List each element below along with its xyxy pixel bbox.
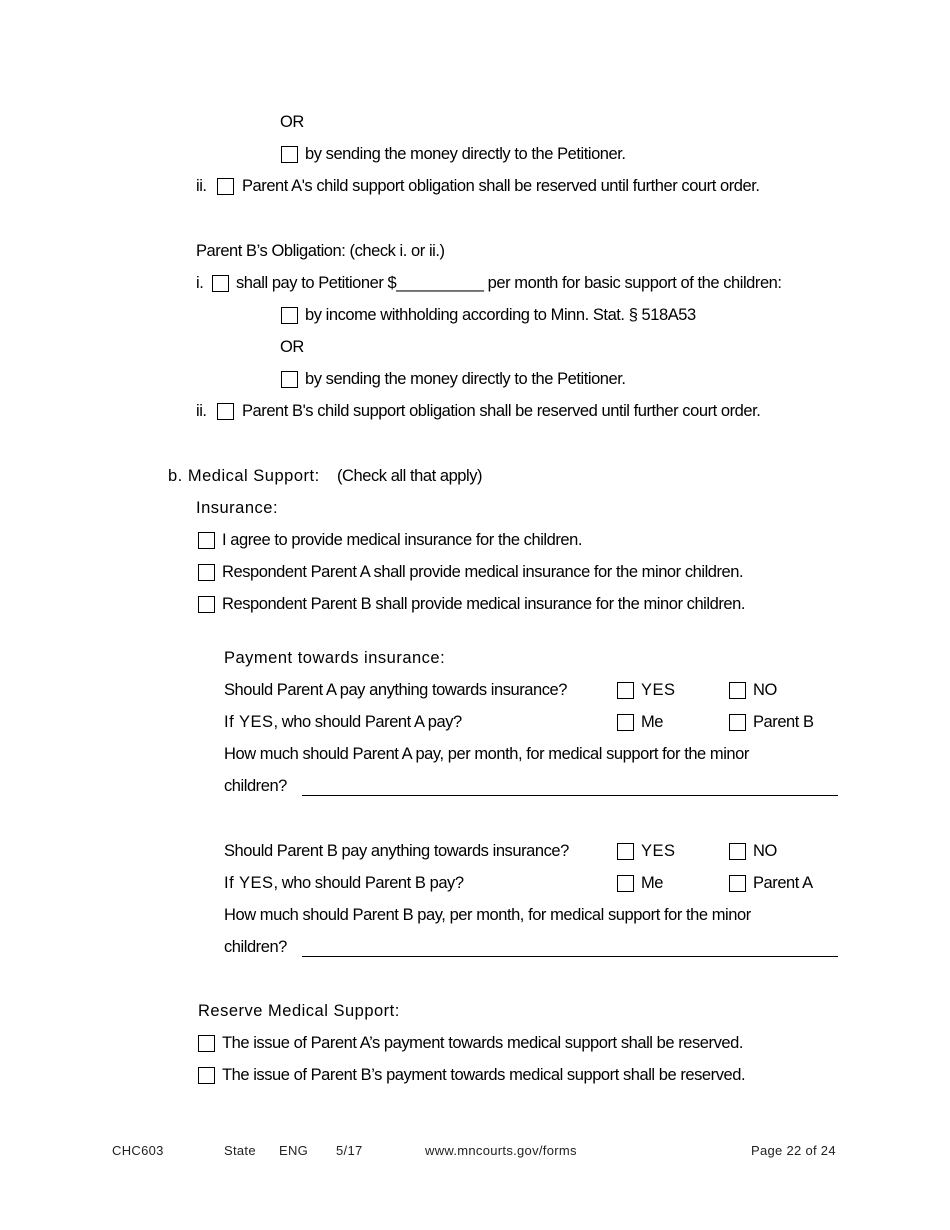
parent-b-pay-no-checkbox[interactable]	[729, 843, 746, 860]
parent-b-pay-no-label: NO	[753, 842, 777, 860]
parent-b-children-label: children?	[224, 938, 287, 956]
parent-b-who-parent-a-checkbox[interactable]	[729, 875, 746, 892]
parent-b-amount-line[interactable]	[302, 956, 838, 957]
insurance-label: Insurance:	[196, 499, 279, 517]
parent-a-reserved-checkbox[interactable]	[217, 178, 234, 195]
medical-support-note: (Check all that apply)	[337, 467, 483, 485]
payment-towards-insurance-label: Payment towards insurance:	[224, 649, 446, 667]
parent-b-who-question	[224, 873, 464, 893]
reserve-parent-a-label: The issue of Parent A’s payment towards medical support shall be reserved.	[222, 1034, 743, 1052]
reserve-medical-support-label: Reserve Medical Support:	[198, 1002, 400, 1020]
parent-b-i-number: i.	[196, 274, 204, 292]
parent-a-pay-yes-checkbox[interactable]	[617, 682, 634, 699]
insurance-parent-b-checkbox[interactable]	[198, 596, 215, 613]
or-label-a: OR	[280, 113, 304, 131]
parent-b-reserved-label: Parent B's child support obligation shall be reserved until further court order.	[242, 402, 761, 420]
parent-b-who-parent-a-label: Parent A	[753, 874, 813, 892]
footer-date: 5/17	[336, 1143, 363, 1158]
parent-b-pay-yes-label: YES	[641, 842, 676, 860]
insurance-agree-checkbox[interactable]	[198, 532, 215, 549]
parent-b-direct-checkbox[interactable]	[281, 371, 298, 388]
parent-a-pay-no-checkbox[interactable]	[729, 682, 746, 699]
or-label-b: OR	[280, 338, 304, 356]
who-question-rest: , who should Parent B pay?	[273, 874, 464, 892]
parent-a-who-me-checkbox[interactable]	[617, 714, 634, 731]
footer-page-number: Page 22 of 24	[751, 1143, 836, 1158]
parent-a-direct-label: by sending the money directly to the Petitioner.	[305, 145, 626, 163]
if-yes-prefix: If YES	[224, 713, 274, 731]
parent-a-reserved-label: Parent A's child support obligation shall be reserved until further court order.	[242, 177, 760, 195]
parent-b-how-much: How much should Parent B pay, per month, for medical support for the minor	[224, 906, 751, 924]
parent-a-children-label: children?	[224, 777, 287, 795]
reserve-parent-b-label: The issue of Parent B’s payment towards medical support shall be reserved.	[222, 1066, 746, 1084]
insurance-parent-a-checkbox[interactable]	[198, 564, 215, 581]
parent-a-amount-line[interactable]	[302, 795, 838, 796]
parent-a-direct-checkbox[interactable]	[281, 146, 298, 163]
parent-b-withholding-checkbox[interactable]	[281, 307, 298, 324]
parent-a-who-me-label: Me	[641, 713, 664, 731]
parent-b-pay-yes-checkbox[interactable]	[617, 843, 634, 860]
medical-support-heading: b. Medical Support:	[168, 467, 320, 485]
parent-a-ii-number: ii.	[196, 177, 207, 195]
parent-b-direct-label: by sending the money directly to the Petitioner.	[305, 370, 626, 388]
parent-b-obligation-heading: Parent B’s Obligation: (check i. or ii.)	[196, 242, 445, 260]
reserve-parent-b-checkbox[interactable]	[198, 1067, 215, 1084]
parent-a-pay-no-label: NO	[753, 681, 777, 699]
who-question-rest: , who should Parent A pay?	[273, 713, 462, 731]
parent-a-how-much: How much should Parent A pay, per month, for medical support for the minor	[224, 745, 749, 763]
reserve-parent-a-checkbox[interactable]	[198, 1035, 215, 1052]
footer-language: ENG	[279, 1143, 309, 1158]
insurance-agree-label: I agree to provide medical insurance for the children.	[222, 531, 582, 549]
footer-url[interactable]: www.mncourts.gov/forms	[425, 1143, 577, 1158]
insurance-parent-a-label: Respondent Parent A shall provide medical insurance for the minor children.	[222, 563, 744, 581]
parent-a-pay-yes-label: YES	[641, 681, 676, 699]
parent-b-ii-number: ii.	[196, 402, 207, 420]
parent-b-reserved-checkbox[interactable]	[217, 403, 234, 420]
insurance-parent-b-label: Respondent Parent B shall provide medical insurance for the minor children.	[222, 595, 745, 613]
parent-b-who-me-checkbox[interactable]	[617, 875, 634, 892]
parent-b-pay-label: shall pay to Petitioner $__________ per month for basic support of the children:	[236, 274, 782, 292]
parent-b-pay-checkbox[interactable]	[212, 275, 229, 292]
footer-form-code: CHC603	[112, 1143, 164, 1158]
parent-a-who-parent-b-checkbox[interactable]	[729, 714, 746, 731]
parent-a-pay-question: Should Parent A pay anything towards insurance?	[224, 681, 568, 699]
footer-state: State	[224, 1143, 256, 1158]
parent-b-who-me-label: Me	[641, 874, 664, 892]
parent-a-who-parent-b-label: Parent B	[753, 713, 814, 731]
parent-a-who-question	[224, 712, 462, 732]
parent-b-withholding-label: by income withholding according to Minn. Stat. § 518A53	[305, 306, 696, 324]
parent-b-pay-question: Should Parent B pay anything towards insurance?	[224, 842, 569, 860]
if-yes-prefix: If YES	[224, 874, 274, 892]
